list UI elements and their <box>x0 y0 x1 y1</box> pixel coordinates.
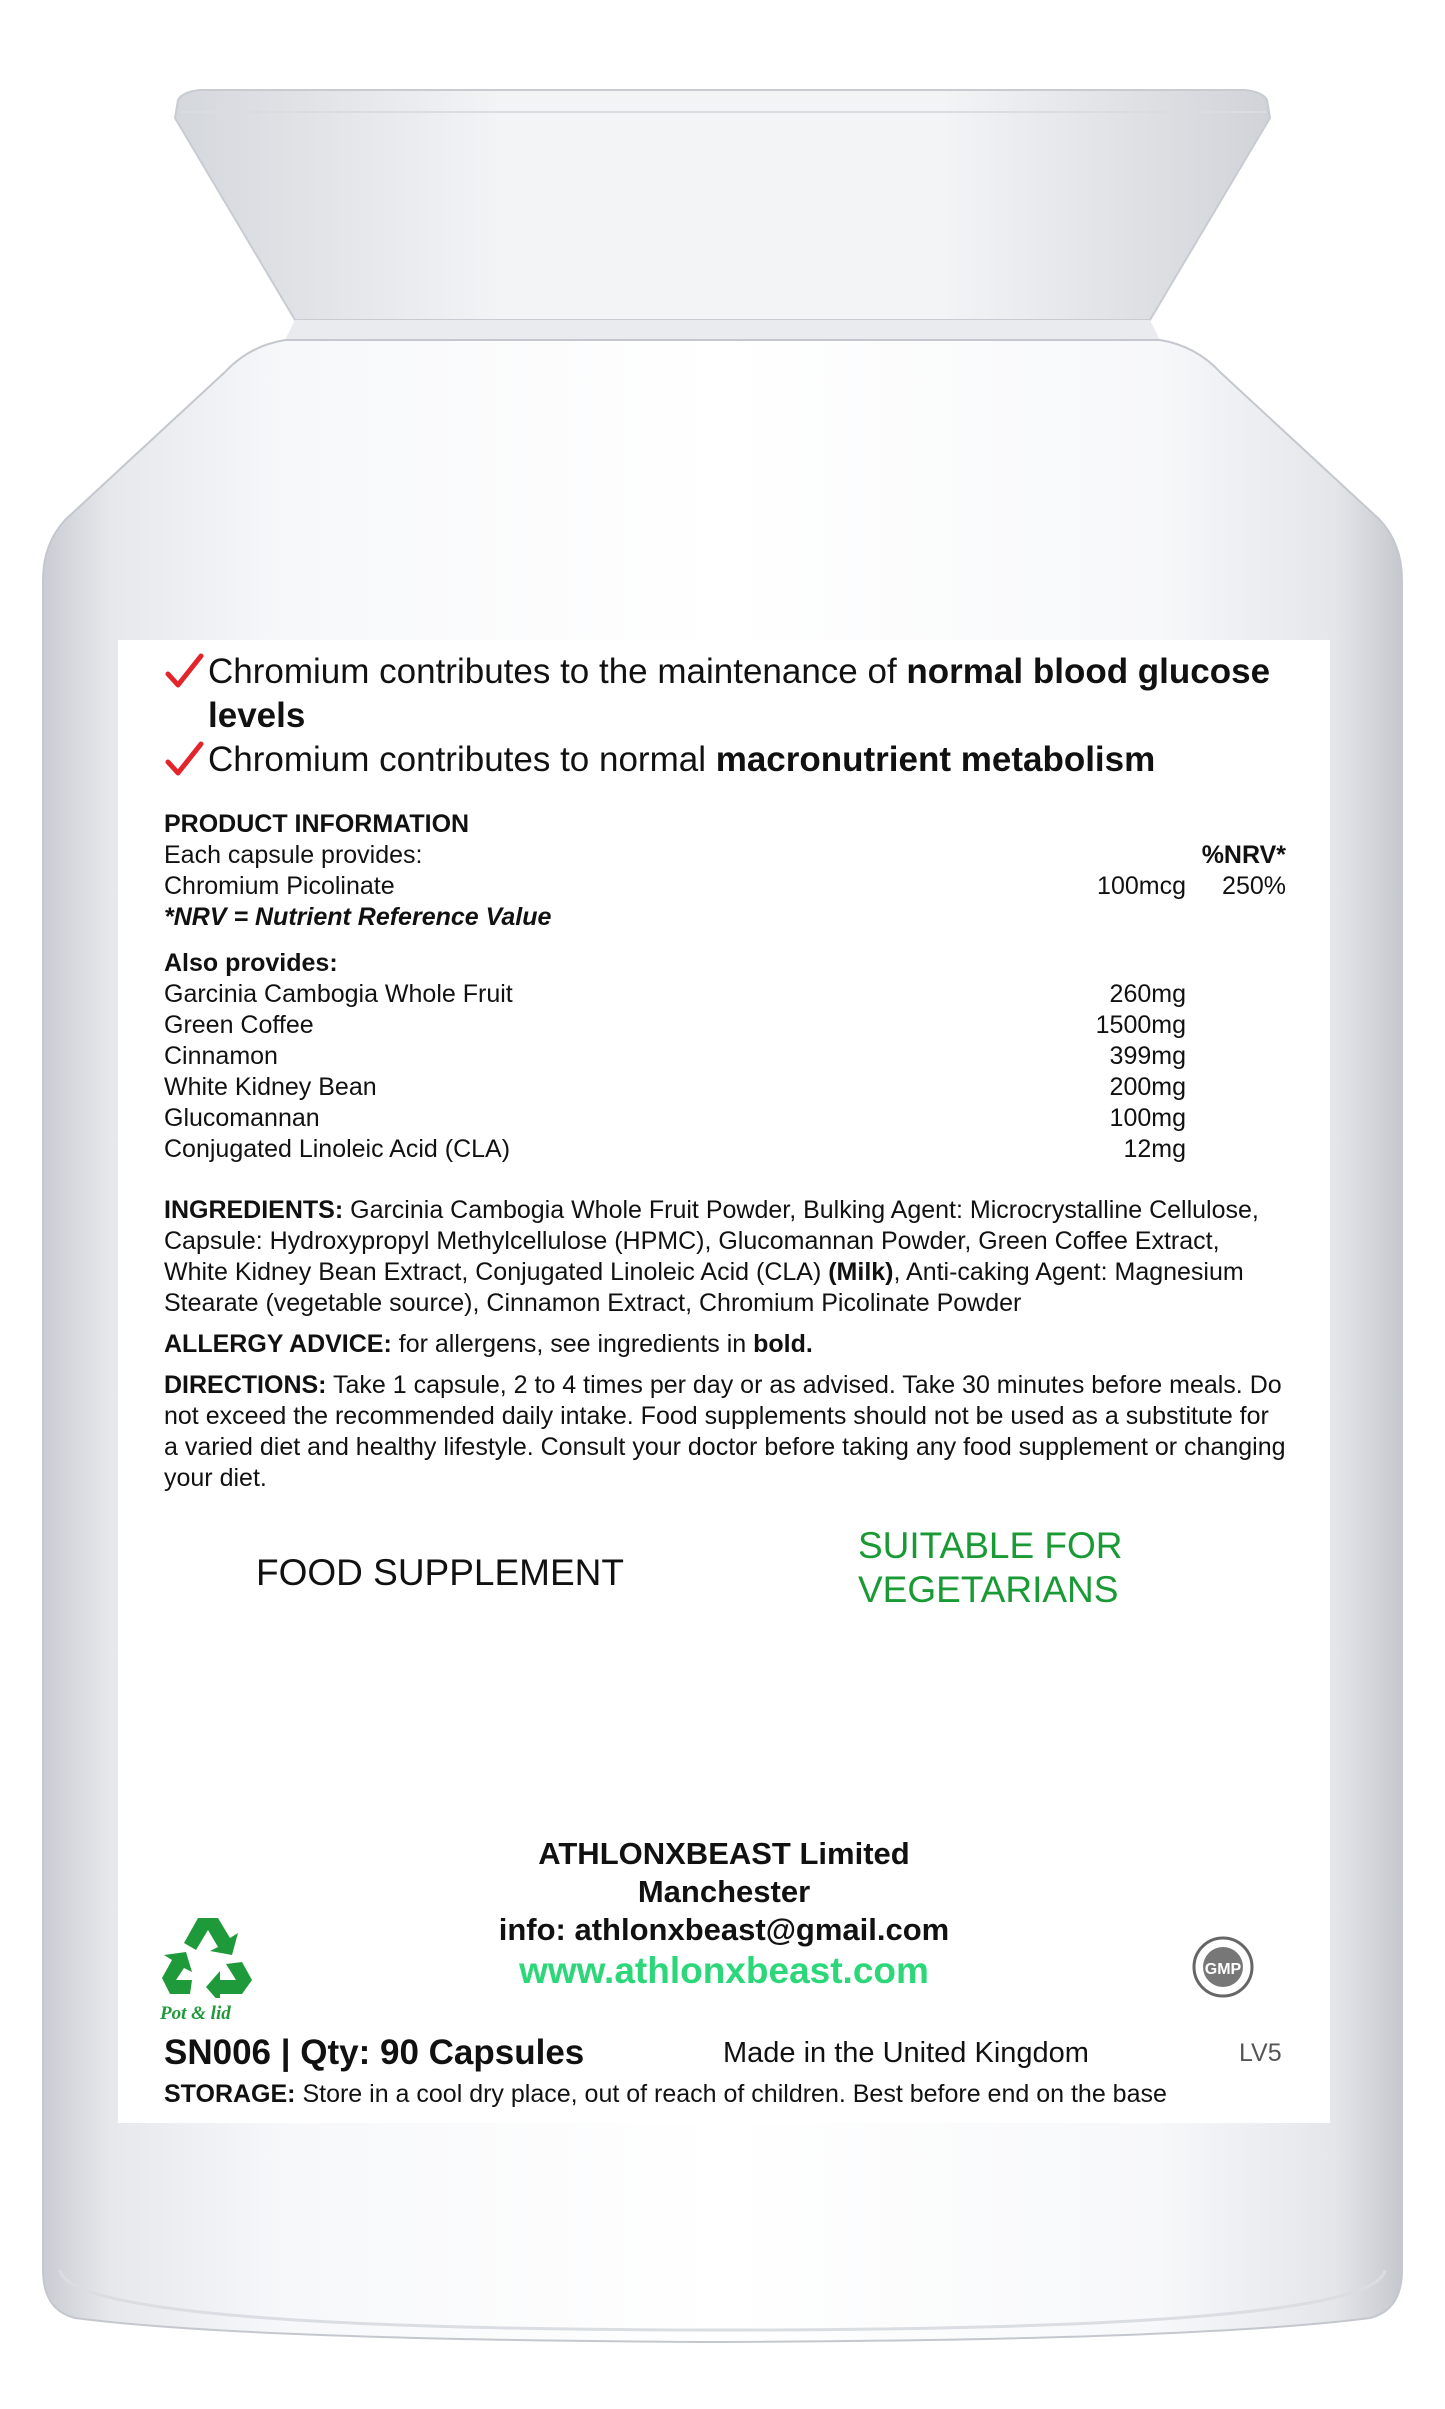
badges <box>164 1524 1286 1614</box>
item-amount: 100mg <box>1109 1104 1186 1132</box>
vegetarian-badge <box>858 1524 1123 1612</box>
list-item <box>164 1072 1286 1103</box>
product-label <box>118 640 1330 2123</box>
item-amount: 260mg <box>1109 980 1186 1008</box>
ingredients-text: Garcinia Cambogia Whole Fruit Powder, Bulking Agent: Microcrystalline Cellulose, Capsule: Hydroxypropyl Methylcellulose (HPMC), Glucomannan Powder, Green Coffee Extract, White Kidney Bean Extract, Conjugated Linoleic Acid (CLA) <box>164 1196 1259 1286</box>
list-item <box>164 1103 1286 1134</box>
claim-bold: normal blood glucose levels <box>208 652 1271 735</box>
item-name: Glucomannan <box>164 1104 320 1132</box>
recycle-label: Pot & lid <box>160 2003 231 2024</box>
storage-text: Store in a cool dry place, out of reach of children. Best before end on the base <box>295 2080 1167 2108</box>
item-spacer <box>1186 1134 1286 1165</box>
red-tick-icon <box>164 652 204 692</box>
directions-text: Take 1 capsule, 2 to 4 times per day or as advised. Take 30 minutes before meals. Do not exceed the recommended daily intake. Food supplements should not be used as a substitute for a varied diet and healthy lifestyle. Consult your doctor before taking any food supplement or changing your diet. <box>164 1371 1286 1492</box>
ingredients-paragraph <box>164 1195 1286 1319</box>
company-info <box>118 1835 1330 1993</box>
item-spacer <box>1186 1072 1286 1103</box>
item-name: Green Coffee <box>164 1011 314 1039</box>
gmp-seal-icon <box>1192 1936 1254 1998</box>
item-name: Conjugated Linoleic Acid (CLA) <box>164 1135 511 1163</box>
ingredients-label: INGREDIENTS: <box>164 1196 344 1224</box>
each-capsule-label: Each capsule provides: <box>164 841 423 869</box>
sku-quantity: SN006 | Qty: 90 Capsules <box>164 2033 585 2072</box>
red-tick-icon <box>164 740 204 780</box>
also-provides-section <box>164 947 1286 1165</box>
main-ingredient-name: Chromium Picolinate <box>164 872 395 900</box>
storage-label: STORAGE: <box>164 2080 296 2108</box>
allergy-advice <box>164 1329 1286 1360</box>
recycle-icon <box>160 1910 260 2022</box>
claim-text: Chromium contributes to normal <box>208 740 716 779</box>
product-info-section <box>164 808 1286 933</box>
storage-info <box>164 2080 1167 2109</box>
item-name: Garcinia Cambogia Whole Fruit <box>164 980 513 1008</box>
food-supplement-badge: FOOD SUPPLEMENT <box>256 1552 624 1593</box>
item-spacer <box>1186 979 1286 1010</box>
made-in: Made in the United Kingdom <box>723 2037 1089 2069</box>
directions-label: DIRECTIONS: <box>164 1371 327 1399</box>
item-amount: 1500mg <box>1095 1011 1186 1039</box>
company-city: Manchester <box>637 1874 811 1909</box>
item-name: Cinnamon <box>164 1042 278 1070</box>
claim-blood-glucose <box>164 650 1286 738</box>
company-name: ATHLONXBEAST Limited <box>538 1836 910 1871</box>
nrv-header: %NRV* <box>1201 841 1286 869</box>
bottom-line <box>164 2033 1294 2077</box>
claim-bold: macronutrient metabolism <box>715 740 1156 779</box>
item-amount: 200mg <box>1109 1073 1186 1101</box>
list-item <box>164 1010 1286 1041</box>
list-item <box>164 979 1286 1010</box>
item-spacer <box>1186 1041 1286 1072</box>
list-item <box>164 1041 1286 1072</box>
allergen-milk: (Milk) <box>828 1258 894 1286</box>
item-name: White Kidney Bean <box>164 1073 377 1101</box>
main-ingredient-amount: 100mcg <box>1097 872 1186 900</box>
claim-macronutrient <box>164 738 1286 782</box>
list-item <box>164 1134 1286 1165</box>
bottle-cap <box>175 90 1270 340</box>
nrv-note: *NRV = Nutrient Reference Value <box>164 903 552 931</box>
allergy-text: for allergens, see ingredients in <box>391 1330 754 1358</box>
item-amount: 399mg <box>1109 1042 1186 1070</box>
gmp-label: GMP <box>1204 1961 1242 1978</box>
label-version: LV5 <box>1239 2039 1282 2067</box>
company-email: info: athlonxbeast@gmail.com <box>498 1912 950 1947</box>
item-amount: 12mg <box>1123 1135 1186 1163</box>
main-ingredient-row <box>164 871 1286 902</box>
each-capsule-row <box>164 840 1286 871</box>
recycle-arrows-icon <box>160 1910 260 1998</box>
ingredients-text-after: , Anti-caking Agent: Magnesium Stearate (vegetable source), Cinnamon Extract, Chromium Picolinate Powder <box>164 1258 1244 1317</box>
veg-line-1: SUITABLE FOR <box>858 1525 1123 1566</box>
claim-text: Chromium contributes to the maintenance of <box>208 652 907 691</box>
veg-line-2: VEGETARIANS <box>858 1569 1119 1610</box>
company-website: www.athlonxbeast.com <box>519 1950 929 1991</box>
also-provides-heading: Also provides: <box>164 949 338 977</box>
main-ingredient-nrv: 250% <box>1222 872 1286 900</box>
allergy-bold: bold. <box>753 1330 813 1358</box>
item-spacer <box>1186 1010 1286 1041</box>
product-info-heading: PRODUCT INFORMATION <box>164 810 470 838</box>
item-spacer <box>1186 1103 1286 1134</box>
allergy-label: ALLERGY ADVICE: <box>164 1330 392 1358</box>
directions-paragraph <box>164 1370 1286 1494</box>
